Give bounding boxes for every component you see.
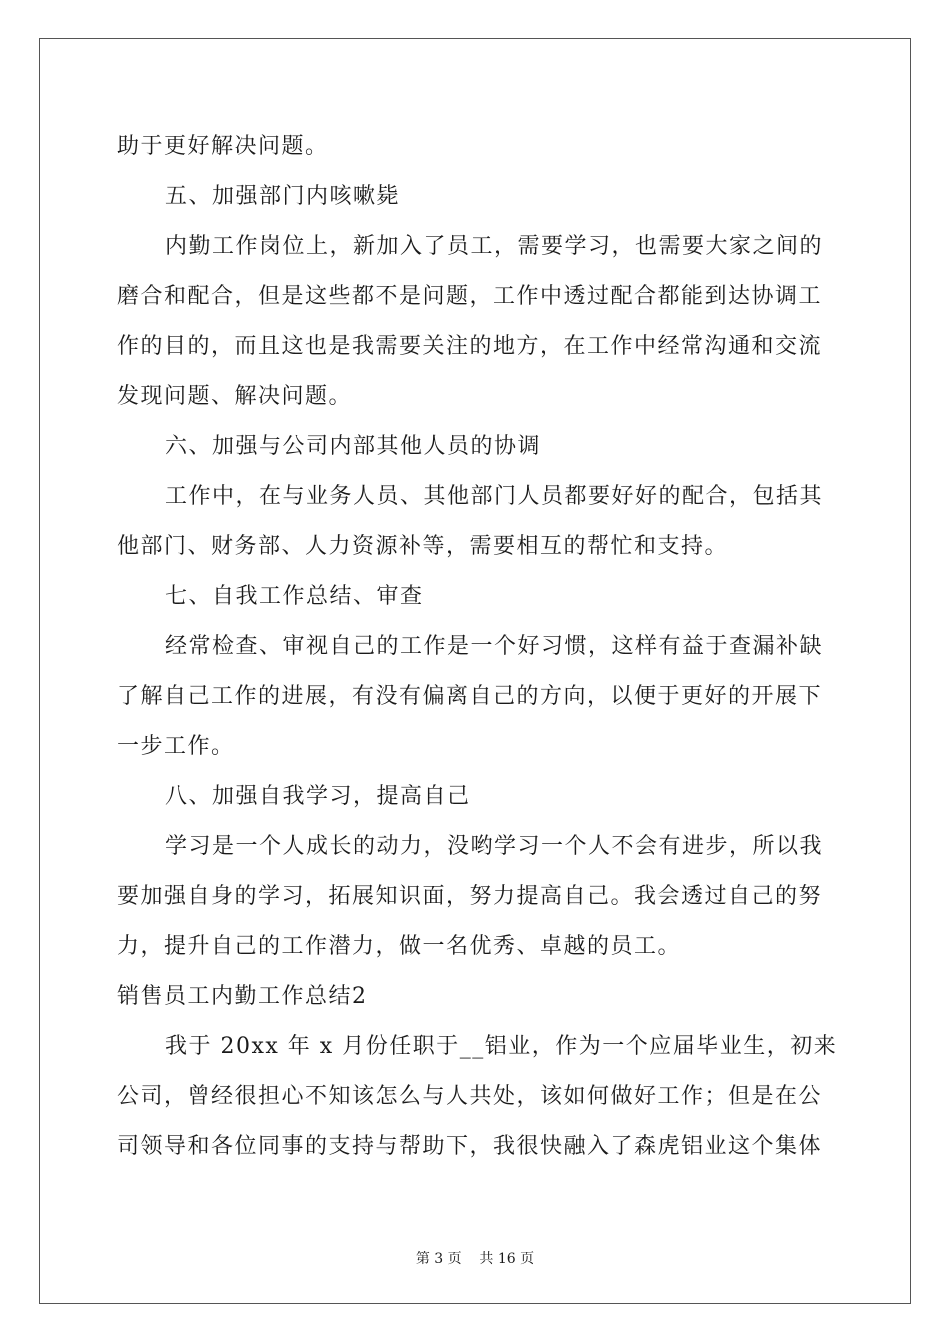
text-line: 经常检查、审视自己的工作是一个好习惯，这样有益于查漏补缺	[165, 634, 824, 659]
text-line: 我于 20xx 年 x 月份任职于__铝业，作为一个应届毕业生，初来	[165, 1034, 838, 1059]
text-line: 了解自己工作的进展，有没有偏离自己的方向，以便于更好的开展下	[117, 684, 823, 709]
text-line: 一步工作。	[117, 734, 235, 759]
text-line: 公司，曾经很担心不知该怎么与人共处，该如何做好工作；但是在公	[117, 1084, 823, 1109]
section-heading-5: 五、加强部门内咳嗽毙	[165, 184, 401, 209]
document-body	[117, 122, 838, 1172]
text-line: 助于更好解决问题。	[117, 134, 329, 159]
page-number: 第 3 页 共 16 页	[415, 1251, 535, 1267]
section-heading-6: 六、加强与公司内部其他人员的协调	[165, 434, 542, 459]
text-line: 力，提升自己的工作潜力，做一名优秀、卓越的员工。	[117, 934, 682, 959]
section-heading-8: 八、加强自我学习，提高自己	[165, 784, 471, 809]
text-line: 磨合和配合，但是这些都不是问题，工作中透过配合都能到达协调工	[117, 284, 823, 309]
document-title: 销售员工内勤工作总结2	[117, 984, 368, 1009]
text-line: 学习是一个人成长的动力，没哟学习一个人不会有进步，所以我	[165, 834, 824, 859]
text-line: 作的目的，而且这也是我需要关注的地方，在工作中经常沟通和交流	[117, 334, 823, 359]
section-heading-7: 七、自我工作总结、审查	[165, 584, 424, 609]
text-line: 要加强自身的学习，拓展知识面，努力提高自己。我会透过自己的努	[117, 884, 823, 909]
text-line: 内勤工作岗位上，新加入了员工，需要学习，也需要大家之间的	[165, 234, 824, 259]
text-line: 他部门、财务部、人力资源补等，需要相互的帮忙和支持。	[117, 534, 729, 559]
page-footer	[0, 1248, 950, 1268]
text-line: 司领导和各位同事的支持与帮助下，我很快融入了森虎铝业这个集体	[117, 1134, 823, 1159]
text-line: 工作中，在与业务人员、其他部门人员都要好好的配合，包括其	[165, 484, 824, 509]
text-line: 发现问题、解决问题。	[117, 384, 353, 409]
